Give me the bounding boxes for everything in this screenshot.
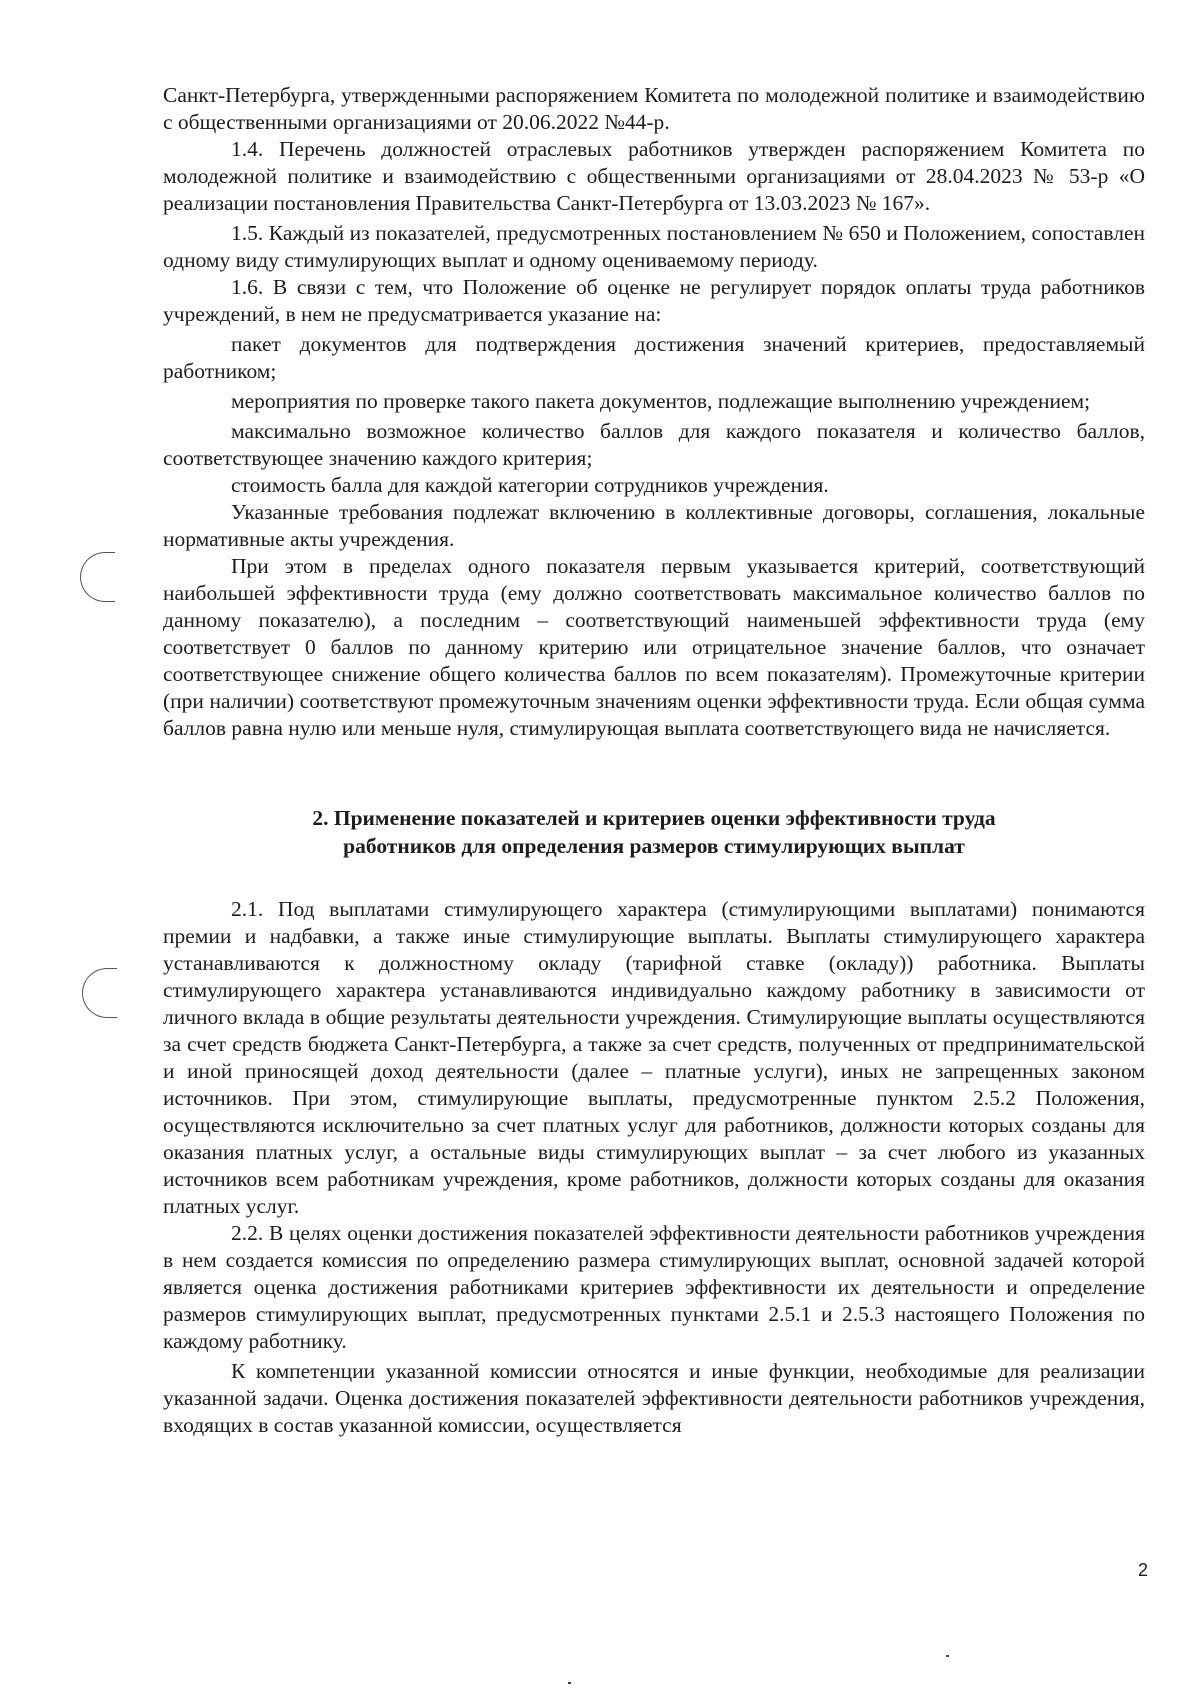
document-body (163, 82, 1145, 1439)
punch-hole-mark-lower (82, 968, 117, 1018)
punch-hole-mark-upper (80, 552, 115, 602)
paragraph-2-1: 2.1. Под выплатами стимулирующего характера (стимулирующими выплатами) понимаются премии и надбавки, а также иные стимулирующие выплаты. Выплаты стимулирующего характера устанавливаются к должностному окладу (тарифной ставке (окладу)) работника. Выплаты стимулирующего характера устанавливаются индивидуально каждому работнику в зависимости от личного вклада в общие результаты деятельности учреждения. Стимулирующие выплаты осуществляются за счет средств бюджета Санкт-Петербурга, а также за счет средств, полученных от предпринимательской и иной приносящей доход деятельности (далее – платные услуги), иных не запрещенных законом источников. При этом, стимулирующие выплаты, предусмотренные пунктом 2.5.2 Положения, осуществляются исключительно за счет платных услуг для работников, должности которых созданы для оказания платных услуг, а остальные виды стимулирующих выплат – за счет любого из указанных источников всем работникам учреждения, кроме работников, должности которых созданы для оказания платных услуг. (163, 897, 1145, 1218)
paragraph-commission-competence: К компетенции указанной комиссии относятся и иные функции, необходимые для реализации указанной задачи. Оценка достижения показателей эффективности деятельности работников учреждения, входящих в состав указанной комиссии, осуществляется (163, 1359, 1145, 1437)
section-heading-line-1: 2. Применение показателей и критериев оценки эффективности труда (312, 806, 996, 830)
paragraph-1-5: 1.5. Каждый из показателей, предусмотренных постановлением № 650 и Положением, сопоставлен одному виду стимулирующих выплат и одному оцениваемому периоду. (163, 221, 1145, 272)
scan-speck (946, 1655, 949, 1657)
paragraph-1-4: 1.4. Перечень должностей отраслевых работников утвержден распоряжением Комитета по молодежной политике и взаимодействию с общественными организациями от 28.04.2023 № 53-р «О реализации постановления Правительства Санкт-Петербурга от 13.03.2023 № 167». (163, 137, 1145, 215)
paragraph-criteria-order: При этом в пределах одного показателя первым указывается критерий, соответствующий наибольшей эффективности труда (ему должно соответствовать максимальное количество баллов по данному показателю), а последним – соответствующий наименьшей эффективности труда (ему соответствует 0 баллов по данному критерию или отрицательное значение баллов, что означает соответствующее снижение общего количества баллов по всем показателям). Промежуточные критерии (при наличии) соответствуют промежуточным значениям оценки эффективности труда. Если общая сумма баллов равна нулю или меньше нуля, стимулирующая выплата соответствующего вида не начисляется. (163, 554, 1145, 740)
list-item-documents-package: пакет документов для подтверждения достижения значений критериев, предоставляемый работником; (163, 332, 1145, 383)
list-item-point-cost: стоимость балла для каждой категории сотрудников учреждения. (231, 473, 829, 497)
paragraph-2-2: 2.2. В целях оценки достижения показателей эффективности деятельности работников учреждения в нем создается комиссия по определению размера стимулирующих выплат, основной задачей которой является оценка достижения работниками критериев эффективности их деятельности и определение размеров стимулирующих выплат, предусмотренных пунктами 2.5.1 и 2.5.3 настоящего Положения по каждому работнику. (163, 1221, 1145, 1353)
paragraph-continuation: Санкт-Петербурга, утвержденными распоряжением Комитета по молодежной политике и взаимодействию с общественными организациями от 20.06.2022 №44-р. (163, 83, 1145, 134)
list-item-max-points: максимально возможное количество баллов для каждого показателя и количество баллов, соответствующее значению каждого критерия; (163, 419, 1145, 470)
paragraph-1-6: 1.6. В связи с тем, что Положение об оценке не регулирует порядок оплаты труда работников учреждений, в нем не предусматривается указание на: (163, 275, 1145, 326)
paragraph-requirements: Указанные требования подлежат включению в коллективные договоры, соглашения, локальные нормативные акты учреждения. (163, 500, 1145, 551)
list-item-verification-measures: мероприятия по проверке такого пакета документов, подлежащие выполнению учреждением; (231, 389, 1091, 413)
section-heading (163, 804, 1145, 860)
page-number: 2 (1137, 1560, 1148, 1580)
section-heading-line-2: работников для определения размеров стимулирующих выплат (343, 834, 965, 858)
scan-speck (568, 1682, 571, 1684)
